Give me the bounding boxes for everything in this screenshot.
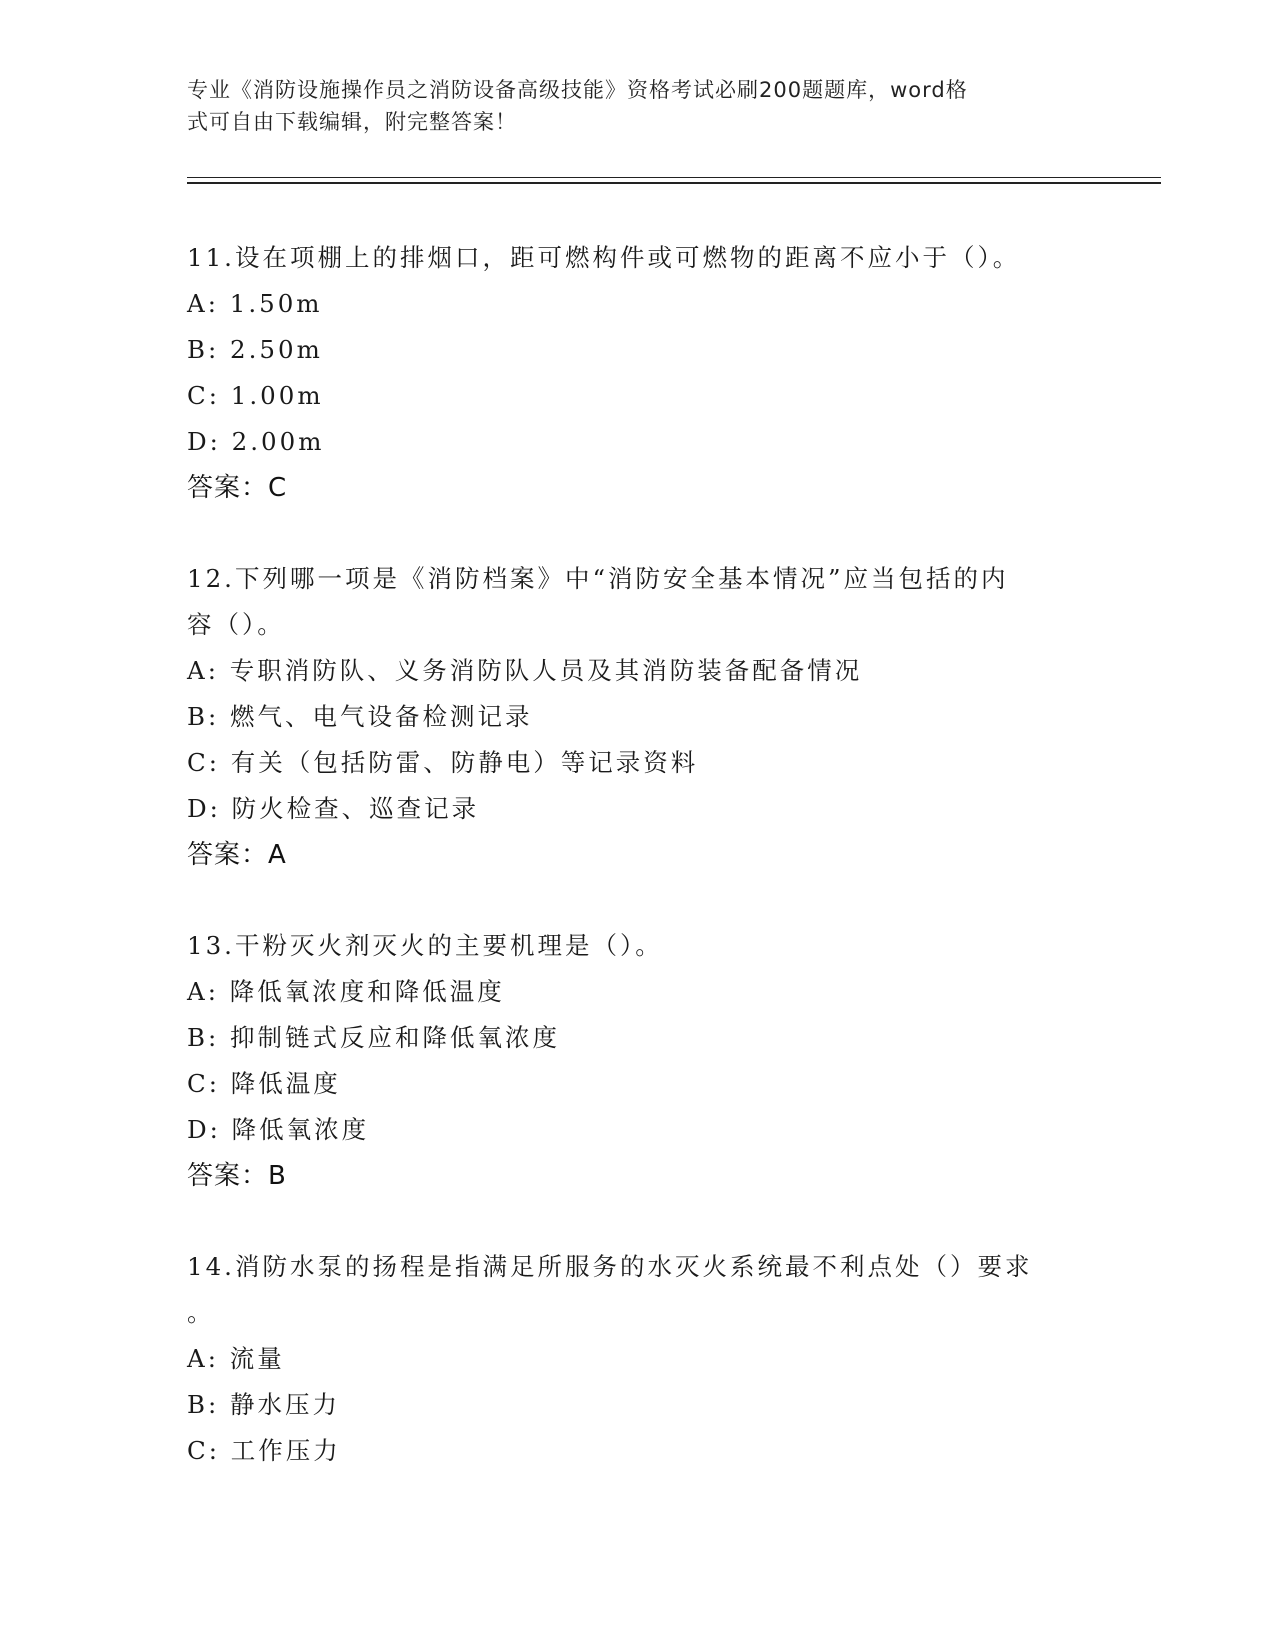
question-stem: 11.设在项棚上的排烟口，距可燃构件或可燃物的距离不应小于（）。: [187, 243, 1021, 272]
document-header: [187, 74, 1077, 138]
option-a: A: 专职消防队、义务消防队人员及其消防装备配备情况: [187, 656, 863, 685]
option-b: B: 抑制链式反应和降低氧浓度: [187, 1023, 561, 1052]
question-12: [187, 556, 1087, 878]
header-divider-bottom: [187, 182, 1161, 184]
answer-line: 答案：B: [187, 1161, 287, 1191]
option-d: D: 2.00m: [187, 427, 325, 456]
option-c: C: 有关（包括防雷、防静电）等记录资料: [187, 748, 699, 777]
option-c: C: 1.00m: [187, 381, 324, 410]
question-13: [187, 923, 1087, 1199]
header-line-2: 式可自由下载编辑，附完整答案！: [187, 110, 517, 134]
option-b: B: 静水压力: [187, 1390, 341, 1419]
question-stem: 13.干粉灭火剂灭火的主要机理是（）。: [187, 931, 663, 960]
answer-line: 答案：A: [187, 840, 287, 870]
header-divider-top: [187, 177, 1161, 178]
question-stem-line-1: 14.消防水泵的扬程是指满足所服务的水灭火系统最不利点处（）要求: [187, 1252, 1033, 1281]
option-a: A: 1.50m: [187, 289, 323, 318]
question-stem-line-1: 12.下列哪一项是《消防档案》中“消防安全基本情况”应当包括的内: [187, 564, 1009, 593]
answer-line: 答案：C: [187, 473, 288, 503]
header-line-1: 专业《消防设施操作员之消防设备高级技能》资格考试必刷200题题库，word格: [187, 78, 968, 102]
option-b: B: 燃气、电气设备检测记录: [187, 702, 533, 731]
question-14: [187, 1244, 1087, 1474]
option-b: B: 2.50m: [187, 335, 323, 364]
question-stem-line-2: 容（）。: [187, 610, 285, 639]
question-11: [187, 235, 1087, 511]
option-a: A: 流量: [187, 1344, 285, 1373]
option-a: A: 降低氧浓度和降低温度: [187, 977, 505, 1006]
option-c: C: 工作压力: [187, 1436, 341, 1465]
option-d: D: 防火检查、巡查记录: [187, 794, 480, 823]
question-stem-line-2: 。: [187, 1298, 215, 1327]
option-c: C: 降低温度: [187, 1069, 341, 1098]
option-d: D: 降低氧浓度: [187, 1115, 370, 1144]
